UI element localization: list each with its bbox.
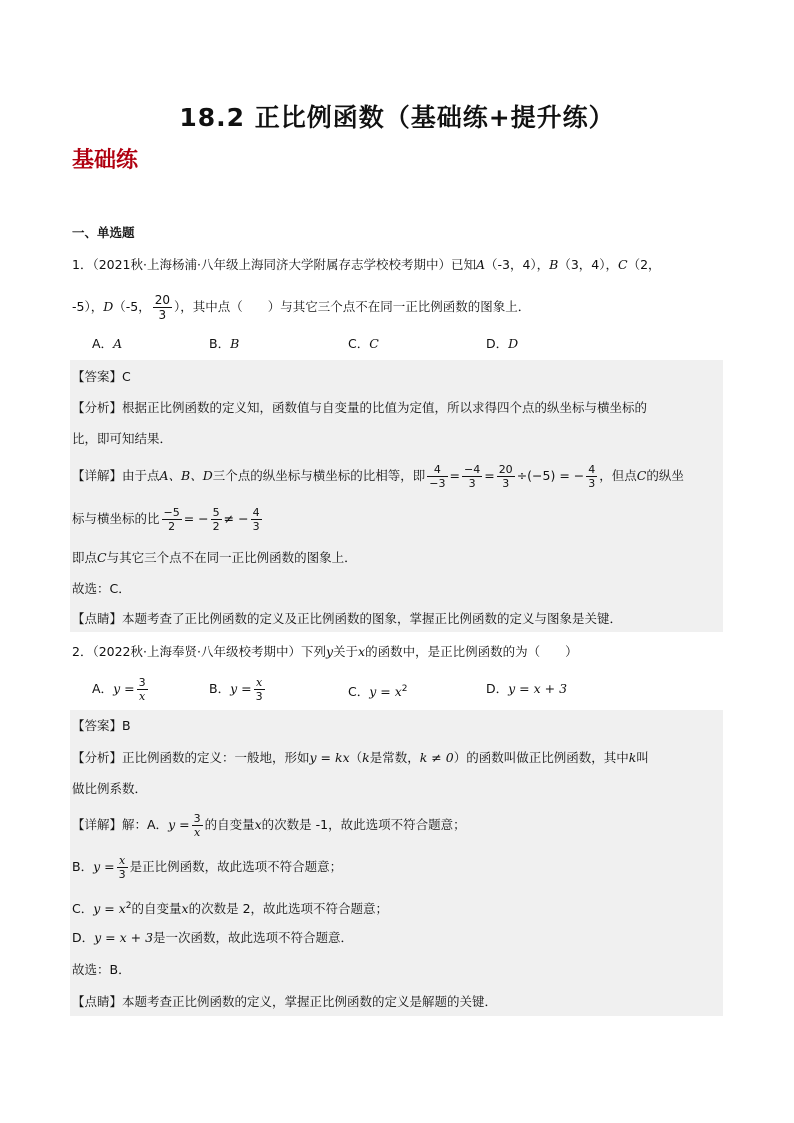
fraction: $\frac{3}{x}$ <box>138 676 146 703</box>
q1-answer: 【答案】C <box>72 369 131 384</box>
q2-detail-line2: B．y = $\frac{x}{3}$ 是正比例函数，故此选项不符合题意； <box>72 854 343 881</box>
q1-option-b[interactable]: B．B <box>209 336 240 351</box>
fraction: $\frac{20}{3}$ <box>154 293 170 322</box>
q2-answer: 【答案】B <box>72 718 131 733</box>
q1-stem-line2: -5），D（-5， $\frac{20}{3}$ ），其中点（ ）与其它三个点不在同一正比例函数的图象上． <box>72 293 531 322</box>
q1-stem-line1: 1．（2021秋·上海杨浦·八年级上海同济大学附属存志学校校考期中）已知A（-3，4），B（3，4），C（2， <box>72 257 661 272</box>
q1-option-a[interactable]: A．A <box>92 336 123 351</box>
fraction: $\frac{4}{-3}$ <box>429 463 446 490</box>
q1-detail-line1: 【详解】由于点A、B、D三个点的纵坐标与横坐标的比相等，即 $\frac{4}{-3}$ = $\frac{-4}{3}$ = $\frac{20}{3}$ ÷(−5) = − $\frac{4}{3}$ ，但点C的纵坐 <box>72 463 684 490</box>
document-title: 18.2 正比例函数（基础练+提升练） <box>179 103 615 132</box>
q2-analysis-line1: 【分析】正比例函数的定义：一般地，形如y = kx（k是常数，k ≠ 0）的函数叫做正比例函数，其中k叫 <box>72 750 649 765</box>
fraction: $\frac{x}{3}$ <box>118 854 126 881</box>
q1-option-c[interactable]: C．C <box>348 336 379 351</box>
q2-detail-line3: C．$y = x^2$的自变量x的次数是 2，故此选项不符合题意； <box>72 901 389 917</box>
q2-option-d[interactable]: D．y = x + 3 <box>486 681 568 696</box>
fraction: $\frac{20}{3}$ <box>498 463 513 490</box>
section-heading: 基础练 <box>72 147 139 173</box>
fraction: $\frac{4}{3}$ <box>588 463 596 490</box>
q2-option-c[interactable]: C．$y = x^2$ <box>348 684 408 700</box>
q2-option-b[interactable]: B．y = $\frac{x}{3}$ <box>209 676 263 703</box>
q1-analysis-line1: 【分析】根据正比例函数的定义知，函数值与自变量的比值为定值，所以求得四个点的纵坐标与横坐标的 <box>72 400 648 415</box>
fraction: $\frac{-4}{3}$ <box>463 463 481 490</box>
q1-option-d[interactable]: D．D <box>486 336 519 351</box>
q2-detail-line4: D．y = x + 3是一次函数，故此选项不符合题意． <box>72 930 354 945</box>
q2-choose: 故选：B． <box>72 962 131 977</box>
q2-comment: 【点睛】本题考查正比例函数的定义，掌握正比例函数的定义是解题的关键． <box>72 994 498 1009</box>
q1-comment: 【点睛】本题考查了正比例函数的定义及正比例函数的图象，掌握正比例函数的定义与图象是关键． <box>72 611 623 626</box>
q2-option-a[interactable]: A．y = $\frac{3}{x}$ <box>92 676 146 703</box>
fraction: $\frac{x}{3}$ <box>255 676 263 703</box>
q1-analysis-line2: 比，即可知结果． <box>72 431 173 446</box>
q1-detail-line3: 即点C与其它三个点不在同一正比例函数的图象上． <box>72 550 357 565</box>
q1-choose: 故选：C． <box>72 581 131 596</box>
fraction: $\frac{5}{2}$ <box>212 506 220 533</box>
q1-detail-line2: 标与横坐标的比 $\frac{-5}{2}$ = − $\frac{5}{2}$ ≠ − $\frac{4}{3}$ <box>72 506 260 533</box>
q2-analysis-line2: 做比例系数． <box>72 781 148 796</box>
fraction: $\frac{-5}{2}$ <box>163 506 180 533</box>
q2-stem: 2．（2022秋·上海奉贤·八年级校考期中）下列y关于x的函数中，是正比例函数的为（ ） <box>72 644 578 659</box>
part-heading: 一、单选题 <box>72 225 135 240</box>
q2-detail-line1: 【详解】解：A．y = $\frac{3}{x}$ 的自变量x的次数是 -1，故此选项不符合题意； <box>72 812 466 839</box>
fraction: $\frac{4}{3}$ <box>252 506 260 533</box>
fraction: $\frac{3}{x}$ <box>193 812 201 839</box>
